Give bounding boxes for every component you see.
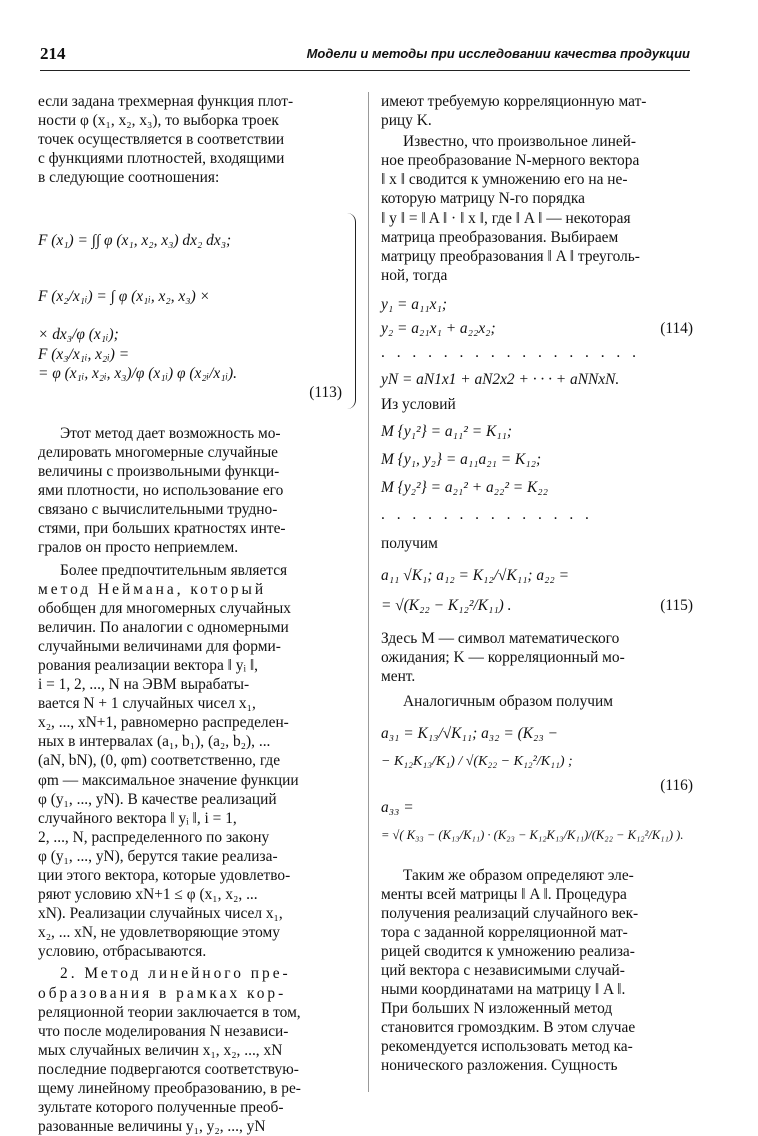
equation-113 [38, 213, 356, 401]
text-line: обобщен для многомерных случайных [38, 599, 291, 617]
equation-line: F (x₃/x₁ᵢ, x₂ᵢ) = [38, 345, 130, 363]
page-number: 214 [40, 44, 66, 63]
text-line: xN). Реализации случайных чисел x₁, [38, 905, 283, 923]
left-column [38, 92, 356, 1136]
text-line: При больших N изложенный метод [381, 1000, 613, 1018]
equation-line: × dx₃/φ (x₁ᵢ); [38, 326, 119, 344]
text-line: φ (y₁, ..., yN), берутся такие реализа- [38, 847, 278, 865]
text-line: рекомендуется использовать метод ка- [381, 1038, 633, 1056]
text-line: которую матрицу N-го порядка [381, 190, 585, 208]
text-line: ‖ x ‖ сводится к умножению его на не- [381, 171, 628, 189]
text-line: Этот метод дает возможность мо- [60, 424, 281, 442]
equation-number: (114) [660, 319, 693, 337]
text-line: Более предпочтительным является [60, 561, 288, 579]
text-line: x₂, ..., xN+1, равномерно распределен- [38, 714, 289, 732]
equation-row [381, 591, 693, 621]
intro-paragraph [38, 92, 356, 187]
text-line: рицу K. [381, 112, 432, 130]
paragraph-neumann [38, 561, 356, 962]
equation-114 [381, 293, 693, 395]
text-line: Аналогичным образом получим [403, 693, 613, 711]
paragraph-linear-transform [38, 964, 356, 1136]
text-line: вается N + 1 случайных чисел x₁, [38, 695, 256, 713]
page-header [40, 44, 690, 64]
text-line: реляционной теории заключается в том, [38, 1003, 301, 1021]
text-line: ции этого вектора, которые удовлетво- [38, 867, 291, 884]
text-line: φ (y₁, ..., yN). В качестве реализаций [38, 790, 277, 808]
text-line: стями, при больших кратностях инте- [38, 520, 286, 538]
text-line: тора с заданной корреляционной мат- [381, 923, 628, 941]
text-line: становится громоздким. В этом случае [381, 1019, 636, 1037]
text-line: рицей сводится к умножению реализа- [381, 942, 635, 960]
paragraph-continuation [381, 92, 693, 130]
text-line: ное преобразование N-мерного вектора [381, 152, 640, 170]
text-line: мых случайных величин x₁, x₂, ..., xN [38, 1041, 283, 1059]
text-line: Таким же образом определяют эле- [403, 866, 634, 884]
equation-line: yN = aN1x1 + aN2x2 + · · · + aNNxN. [381, 370, 620, 388]
equation-line: F (x₁) = ∫∫ φ (x₁, x₂, x₃) dx₂ dx₃; [38, 232, 232, 250]
equation-line: a₃₁ = K₁₃/√K₁₁; a₃₂ = (K₂₃ − [381, 724, 558, 742]
equation-line: a₁₁ √K₁; a₁₂ = K₁₂/√K₁₁; a₂₂ = [381, 567, 570, 585]
text-line: с функциями плотностей, входящими [38, 150, 285, 168]
equation-line: M {y₂²} = a₂₁² + a₂₂² = K₂₂ [381, 479, 549, 497]
text-line: матрицу преобразования ‖ A ‖ треуголь- [381, 247, 640, 265]
equation-line: a₃₃ = [381, 798, 414, 816]
text-line: получения реализаций случайного век- [381, 904, 639, 922]
text-line: величин. По аналогии с одномерными [38, 618, 289, 636]
equation-line: y₂ = a₂₁x₁ + a₂₂x₂; [381, 319, 496, 337]
equation-line: M {y₁, y₂} = a₁₁a₂₁ = K₁₂; [381, 451, 542, 469]
text-line: величины с произвольными функци- [38, 463, 280, 481]
text-line: матрица преобразования. Выбираем [381, 228, 619, 246]
equation-115 [381, 561, 693, 621]
condition-equations [381, 418, 693, 528]
equation-number: (115) [660, 597, 693, 615]
text-line: i = 1, 2, ..., N на ЭВМ вырабаты- [38, 676, 250, 694]
text-line: ями плотности, но использование его [38, 482, 284, 500]
text-line: 2, ..., N, распределенного по закону [38, 828, 270, 846]
paragraph-known [381, 132, 693, 285]
text-line: случайными величинами для форми- [38, 637, 281, 655]
paragraph-procedure [381, 866, 693, 1076]
text-line: условию, отбрасываются. [38, 943, 207, 961]
equation-line: − K₁₂K₁₃/K₁) / √(K₂₂ − K₁₂²/K₁₁) ; [381, 753, 573, 769]
text-line: если задана трехмерная функция плот- [38, 93, 294, 110]
text-line: нонического разложения. Сущность [381, 1057, 618, 1075]
text-line: разованные величины y₁, y₂, ..., yN [38, 1118, 266, 1136]
text-line: мент. [381, 668, 416, 686]
equation-number: (116) [660, 776, 693, 794]
equation-number: (113) [309, 383, 342, 401]
text-line: 2. Метод линейного пре- [60, 965, 291, 983]
text-line: Известно, что произвольное линей- [403, 133, 637, 151]
text-line: ожидания; K — корреляционный мо- [381, 649, 625, 667]
text-line: x₂, ... xN, не удовлетворяющие этому [38, 924, 280, 942]
column-divider [368, 92, 369, 1092]
text-line: рования реализации вектора ‖ yᵢ ‖, [38, 656, 259, 674]
paragraph-method [38, 424, 356, 558]
equation-line: = √(K₂₂ − K₁₂²/K₁₁) . [381, 597, 512, 615]
equation-ellipsis: . . . . . . . . . . . . . . [381, 506, 593, 524]
equation-line: = φ (x₁ᵢ, x₂ᵢ, x₃)/φ (x₁ᵢ) φ (x₂ᵢ/x₁ᵢ). [38, 364, 237, 382]
text-line: образования в рамках кор- [38, 984, 287, 1002]
text-line: гралов он просто неприемлем. [38, 539, 239, 557]
text-line: ной, тогда [381, 266, 448, 284]
paragraph-here [381, 629, 693, 686]
text-line: случайного вектора ‖ yᵢ ‖, i = 1, [38, 809, 237, 827]
text-line: ными координатами на матрицу ‖ A ‖. [381, 981, 626, 999]
text-line: делировать многомерные случайные [38, 443, 279, 461]
text-line: ций вектора с независимыми случай- [381, 961, 625, 979]
right-column [381, 92, 693, 1076]
equation-line: F (x₂/x₁ᵢ) = ∫ φ (x₁ᵢ, x₂, x₃) × [38, 288, 210, 306]
text-line: последние подвергаются соответствую- [38, 1060, 299, 1078]
text-line: (aN, bN), (0, φm) соответственно, где [38, 752, 281, 770]
equation-line: = √( K₃₃ − (K₁₃/K₁₁) · (K₂₃ − K₁₂K₁₃/K₁₁)/(K₂₂ − K₁₂²/K₁₁) ). [381, 827, 684, 842]
text-line: что после моделирования N независи- [38, 1022, 289, 1040]
equation-ellipsis: . . . . . . . . . . . . . . . . . [381, 343, 640, 361]
text-line: точек осуществляется в соответствии [38, 131, 285, 149]
equation-brace [347, 213, 356, 409]
text-line: в следующие соотношения: [38, 169, 220, 187]
text-line: ных в интервалах (a₁, b₁), (a₂, b₂), ... [38, 733, 271, 751]
equation-line: y₁ = a₁₁x₁; [381, 295, 447, 313]
text-line: связано с вычислительными трудно- [38, 501, 278, 519]
text-line: ности φ (x₁, x₂, x₃), то выборка троек [38, 112, 279, 130]
running-title: Модели и методы при исследовании качества продукции [306, 46, 690, 61]
equation-row [381, 317, 693, 341]
text-line: имеют требуемую корреляционную мат- [381, 93, 647, 110]
text-line: Из условий [381, 395, 456, 413]
text-line: ряют условию xN+1 ≤ φ (x₁, x₂, ... [38, 886, 258, 904]
text-line: менты всей матрицы ‖ A ‖. Процедура [381, 885, 627, 903]
header-rule [40, 70, 690, 71]
text-line: получим [381, 535, 438, 553]
text-line: щему линейному преобразованию, в ре- [38, 1080, 301, 1098]
text-line: φm — максимальное значение функции [38, 771, 299, 789]
equation-line: M {y₁²} = a₁₁² = K₁₁; [381, 423, 513, 441]
text-line: зультате которого полученные преоб- [38, 1099, 284, 1117]
text-line: Здесь M — символ математического [381, 630, 620, 648]
text-line: ‖ y ‖ = ‖ A ‖ · ‖ x ‖, где ‖ A ‖ — некоторая [381, 209, 631, 227]
text-line: метод Неймана, который [38, 580, 267, 598]
equation-116 [381, 720, 693, 850]
